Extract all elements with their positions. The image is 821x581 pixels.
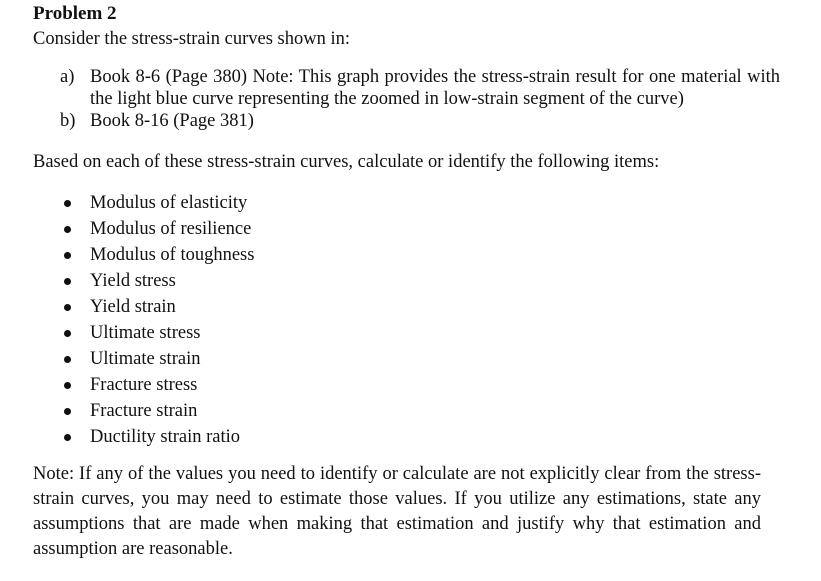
- bullet-icon: [64, 330, 71, 337]
- source-text-a: Book 8-6 (Page 380) Note: This graph provides the stress-strain result for one material with the light blue curve representing the zoomed in low-strain segment of the curve): [90, 67, 780, 109]
- bullet-icon: [64, 408, 71, 415]
- instruction-text: Based on each of these stress-strain curves, calculate or identify the following items:: [33, 152, 660, 172]
- source-list: [60, 66, 780, 132]
- list-item-label: Fracture strain: [90, 401, 198, 421]
- source-marker-a: a): [60, 67, 75, 87]
- items-bullet-list: [60, 190, 254, 450]
- list-item: [60, 242, 254, 268]
- bullet-icon: [64, 434, 71, 441]
- note-paragraph: Note: If any of the values you need to identify or calculate are not explicitly clear from the stress-strain curves, you may need to estimate those values. If you utilize any estimations, state any assumptions that are made when making that estimation and justify why that estimation and assumption are reasonable.: [33, 464, 761, 559]
- bullet-icon: [64, 356, 71, 363]
- bullet-icon: [64, 382, 71, 389]
- list-item: [60, 294, 254, 320]
- bullet-icon: [64, 304, 71, 311]
- list-item: [60, 268, 254, 294]
- list-item-label: Modulus of elasticity: [90, 193, 248, 213]
- problem-title: Problem 2: [33, 3, 117, 24]
- list-item-label: Yield strain: [90, 297, 176, 317]
- list-item-label: Modulus of toughness: [90, 245, 255, 265]
- list-item: [60, 346, 254, 372]
- list-item: [60, 398, 254, 424]
- bullet-icon: [64, 252, 71, 259]
- list-item: [60, 216, 254, 242]
- source-text-b: Book 8-16 (Page 381): [90, 111, 254, 131]
- list-item: [60, 320, 254, 346]
- list-item: [60, 190, 254, 216]
- bullet-icon: [64, 278, 71, 285]
- list-item-label: Yield stress: [90, 271, 176, 291]
- list-item: [60, 372, 254, 398]
- list-item-label: Ultimate stress: [90, 323, 201, 343]
- list-item-label: Ultimate strain: [90, 349, 201, 369]
- source-marker-b: b): [60, 111, 76, 131]
- list-item: [60, 424, 254, 450]
- problem-intro: Consider the stress-strain curves shown in:: [33, 29, 351, 49]
- source-item-a: [60, 66, 780, 110]
- list-item-label: Modulus of resilience: [90, 219, 252, 239]
- list-item-label: Ductility strain ratio: [90, 427, 241, 447]
- bullet-icon: [64, 200, 71, 207]
- bullet-icon: [64, 226, 71, 233]
- list-item-label: Fracture stress: [90, 375, 198, 395]
- source-item-b: [60, 110, 780, 132]
